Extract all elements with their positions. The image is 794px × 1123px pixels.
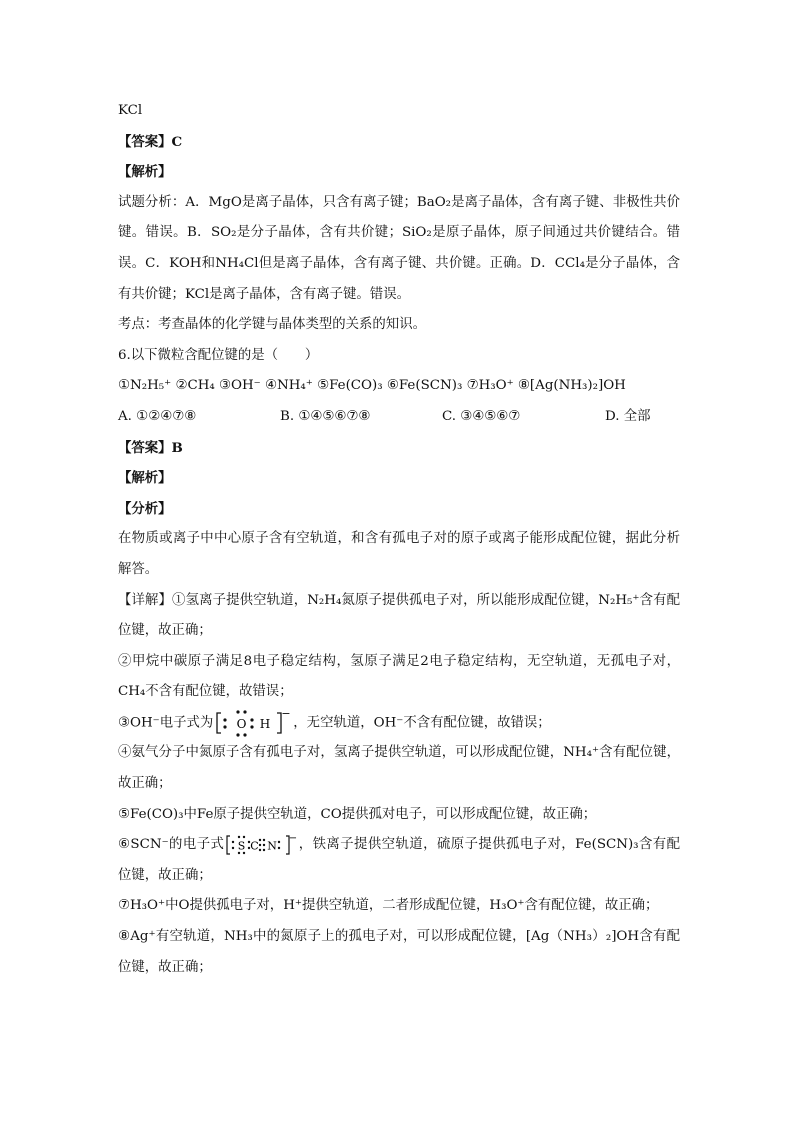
q6-detail-5: ⑤Fe(CO)₃中Fe原子提供空轨道，CO提供孤对电子，可以形成配位键，故正确；: [118, 806, 597, 822]
q5-analysis-text: 试题分析：A．MgO是离子晶体，只含有离子键；BaO₂是离子晶体，含有离子键、非极性共价键。错误。B．SO₂是分子晶体，含有共价键；SiO₂是原子晶体，原子间通过共价键结合。错误。C．KOH和NH₄Cl但是离子晶体，含有离子键、共价键。正确。D．CCl₄是分子晶体，含有共价键；KCl是离子晶体，含有离子键。错误。: [118, 194, 680, 302]
option-c: C. ③④⑤⑥⑦: [442, 408, 521, 424]
q6-stem: 6.以下微粒含配位键的是（ ）: [118, 347, 319, 363]
q5-answer: 【答案】C: [118, 133, 183, 150]
q6-detail-4: ④氨气分子中氮原子含有孤电子对，氢离子提供空轨道，可以形成配位键，NH₄⁺含有配位键，故正确；: [118, 745, 680, 792]
detail-3-suffix: ，无空轨道，OH⁻不含有配位键，故错误；: [293, 715, 551, 731]
detail-6-prefix: ⑥SCN⁻的电子式: [118, 837, 225, 853]
detail-3-prefix: ③OH⁻电子式为: [118, 715, 214, 731]
q6-items: ①N₂H₅⁺ ②CH₄ ③OH⁻ ④NH₄⁺ ⑤Fe(CO)₃ ⑥Fe(SCN)₃ ⑦H₃O⁺ ⑧[Ag(NH₃)₂]OH: [118, 378, 626, 394]
oh-lewis-structure: [215, 708, 291, 738]
q6-analysis-heading: 【解析】: [118, 470, 172, 487]
scn-lewis-charge: −: [289, 832, 298, 844]
q6-detail-2: ②甲烷中碳原子满足8电子稳定结构，氢原子满足2电子稳定结构，无空轨道，无孤电子对，CH₄不含有配位键，故错误；: [118, 653, 680, 700]
q6-detail-7: ⑦H₃O⁺中O提供孤电子对，H⁺提供空轨道，二者形成配位键，H₃O⁺含有配位键，故正确；: [118, 898, 659, 914]
q5-analysis-heading: 【解析】: [118, 164, 172, 181]
scn-lewis-n: N: [267, 839, 278, 853]
oh-lewis-charge: −: [281, 706, 291, 720]
scn-lewis-structure: [226, 834, 296, 856]
q6-answer: 【答案】B: [118, 439, 183, 456]
oh-lewis-h: H: [260, 716, 271, 731]
q6-fenxi-text: 在物质或离子中中心原子含有空轨道，和含有孤电子对的原子或离子能形成配位键，据此分析解答。: [118, 531, 680, 577]
option-a: A. ①②④⑦⑧: [118, 408, 197, 424]
oh-lewis-o: O: [236, 716, 247, 731]
option-d: D. 全部: [605, 408, 651, 424]
q5-kaodian: 考点：考查晶体的化学键与晶体类型的关系的知识。: [118, 317, 426, 333]
q6-detail-8: ⑧Ag⁺有空轨道，NH₃中的氮原子上的孤电子对，可以形成配位键，[Ag（NH₃）₂]OH含有配位键，故正确；: [118, 929, 680, 975]
q6-options: [118, 402, 680, 433]
detail-6-suffix: ，铁离子提供空轨道，硫原子提供孤电子对，Fe(SCN)₃含有配位键，故正确；: [118, 837, 680, 883]
scn-lewis-c: C: [250, 839, 260, 853]
q6-detail-1: 【详解】①氢离子提供空轨道，N₂H₄氮原子提供孤电子对，所以能形成配位键，N₂H₅⁺含有配位键，故正确；: [118, 592, 680, 639]
option-b: B. ①④⑤⑥⑦⑧: [280, 408, 371, 424]
document-page: [118, 96, 680, 983]
q6-fenxi-heading: 【分析】: [118, 500, 172, 517]
kcl-line: KCl: [118, 103, 143, 118]
q6-detail-6: [118, 830, 680, 891]
q6-detail-3: [118, 708, 680, 739]
scn-lewis-s: S: [238, 839, 246, 853]
